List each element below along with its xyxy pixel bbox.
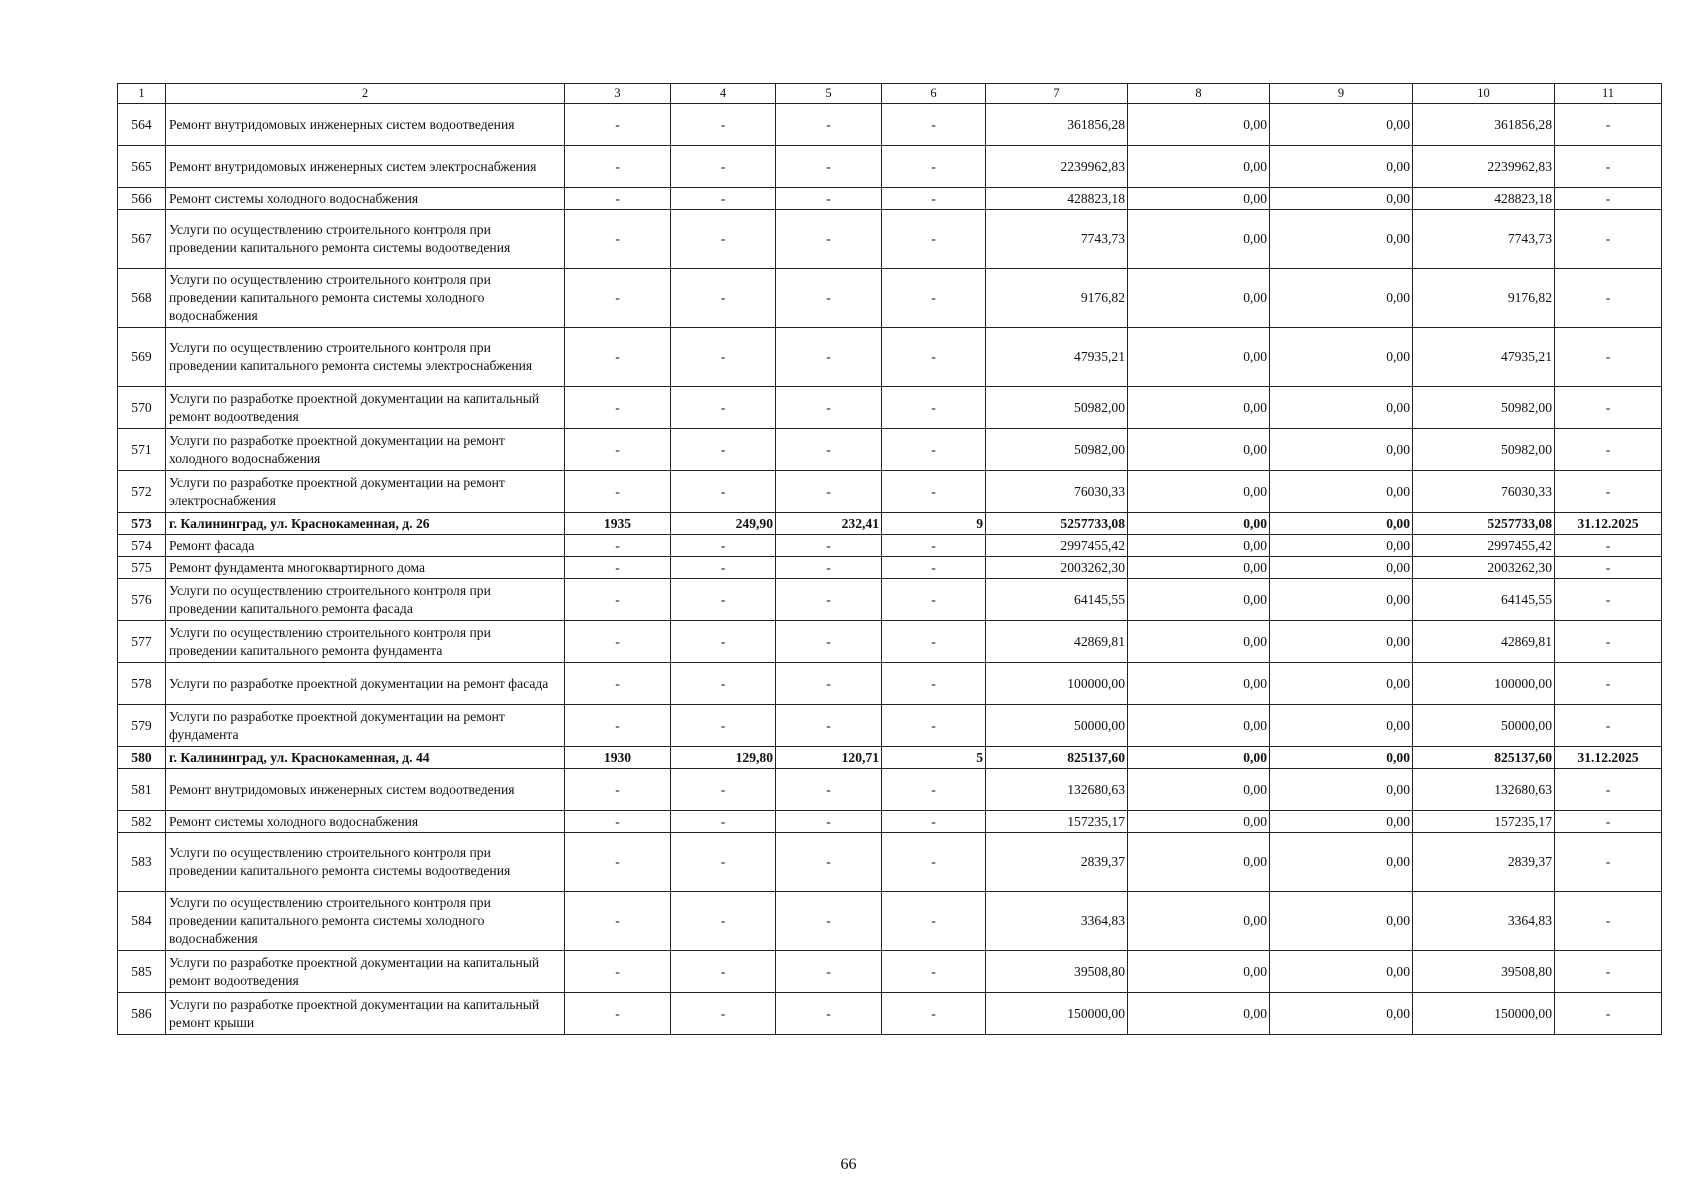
living-area-cell: - [776,769,882,811]
cost-cell-9: 0,00 [1270,705,1413,747]
year-cell: - [565,269,671,328]
count-cell: - [882,833,986,892]
total-cost-cell: 2997455,42 [986,535,1128,557]
living-area-cell: 232,41 [776,513,882,535]
living-area-cell: - [776,328,882,387]
row-number-cell: 569 [118,328,166,387]
total-area-cell: - [671,811,776,833]
work-name-cell: г. Калининград, ул. Краснокаменная, д. 44 [166,747,565,769]
count-cell: - [882,951,986,993]
count-cell: - [882,104,986,146]
cost-cell-10: 50982,00 [1413,429,1555,471]
column-header: 9 [1270,84,1413,104]
cost-cell-9: 0,00 [1270,535,1413,557]
row-number-cell: 568 [118,269,166,328]
total-cost-cell: 825137,60 [986,747,1128,769]
total-area-cell: 129,80 [671,747,776,769]
year-cell: - [565,951,671,993]
cost-cell-8: 0,00 [1128,471,1270,513]
cost-cell-10: 100000,00 [1413,663,1555,705]
cost-cell-8: 0,00 [1128,663,1270,705]
cost-cell-9: 0,00 [1270,269,1413,328]
total-cost-cell: 42869,81 [986,621,1128,663]
deadline-cell: - [1555,146,1662,188]
year-cell: - [565,188,671,210]
work-name-cell: Услуги по осуществлению строительного контроля при проведении капитального ремонта системы водоотведения [166,833,565,892]
table-row [118,951,1662,993]
count-cell: - [882,328,986,387]
cost-cell-10: 50000,00 [1413,705,1555,747]
total-area-cell: - [671,210,776,269]
work-name-cell: Услуги по осуществлению строительного контроля при проведении капитального ремонта фундамента [166,621,565,663]
count-cell: - [882,146,986,188]
table-row [118,429,1662,471]
total-cost-cell: 150000,00 [986,993,1128,1035]
table-row [118,993,1662,1035]
deadline-cell: - [1555,104,1662,146]
cost-cell-8: 0,00 [1128,833,1270,892]
cost-cell-8: 0,00 [1128,951,1270,993]
row-number-cell: 570 [118,387,166,429]
work-name-cell: Услуги по разработке проектной документации на ремонт фасада [166,663,565,705]
count-cell: - [882,210,986,269]
year-cell: - [565,579,671,621]
total-area-cell: - [671,471,776,513]
work-name-cell: Услуги по осуществлению строительного контроля при проведении капитального ремонта системы холодного водоснабжения [166,892,565,951]
living-area-cell: - [776,429,882,471]
cost-cell-9: 0,00 [1270,663,1413,705]
cost-cell-9: 0,00 [1270,621,1413,663]
year-cell: - [565,993,671,1035]
total-cost-cell: 5257733,08 [986,513,1128,535]
count-cell: - [882,892,986,951]
work-name-cell: Услуги по осуществлению строительного контроля при проведении капитального ремонта системы холодного водоснабжения [166,269,565,328]
column-number-row [118,84,1662,104]
year-cell: - [565,210,671,269]
deadline-cell: 31.12.2025 [1555,513,1662,535]
count-cell: - [882,769,986,811]
work-name-cell: Услуги по осуществлению строительного контроля при проведении капитального ремонта фасада [166,579,565,621]
work-name-cell: Ремонт внутридомовых инженерных систем водоотведения [166,769,565,811]
cost-cell-10: 2839,37 [1413,833,1555,892]
deadline-cell: - [1555,951,1662,993]
total-cost-cell: 76030,33 [986,471,1128,513]
year-cell: - [565,557,671,579]
row-number-cell: 586 [118,993,166,1035]
cost-cell-9: 0,00 [1270,387,1413,429]
year-cell: 1930 [565,747,671,769]
total-area-cell: - [671,557,776,579]
table-row [118,146,1662,188]
cost-cell-9: 0,00 [1270,747,1413,769]
total-area-cell: - [671,705,776,747]
year-cell: - [565,833,671,892]
budget-table [117,83,1662,1035]
count-cell: - [882,269,986,328]
living-area-cell: - [776,188,882,210]
living-area-cell: - [776,993,882,1035]
cost-cell-9: 0,00 [1270,328,1413,387]
total-cost-cell: 428823,18 [986,188,1128,210]
cost-cell-10: 825137,60 [1413,747,1555,769]
year-cell: - [565,663,671,705]
total-cost-cell: 7743,73 [986,210,1128,269]
living-area-cell: - [776,387,882,429]
cost-cell-8: 0,00 [1128,104,1270,146]
column-header: 10 [1413,84,1555,104]
total-area-cell: - [671,663,776,705]
cost-cell-8: 0,00 [1128,892,1270,951]
cost-cell-8: 0,00 [1128,747,1270,769]
cost-cell-10: 150000,00 [1413,993,1555,1035]
cost-cell-9: 0,00 [1270,579,1413,621]
total-area-cell: - [671,188,776,210]
cost-cell-10: 7743,73 [1413,210,1555,269]
count-cell: 9 [882,513,986,535]
work-name-cell: Услуги по разработке проектной документации на капитальный ремонт водоотведения [166,387,565,429]
deadline-cell: 31.12.2025 [1555,747,1662,769]
living-area-cell: - [776,951,882,993]
work-name-cell: Ремонт системы холодного водоснабжения [166,811,565,833]
year-cell: - [565,429,671,471]
cost-cell-8: 0,00 [1128,146,1270,188]
living-area-cell: - [776,811,882,833]
cost-cell-10: 64145,55 [1413,579,1555,621]
cost-cell-10: 2239962,83 [1413,146,1555,188]
table-row [118,705,1662,747]
cost-cell-9: 0,00 [1270,104,1413,146]
total-cost-cell: 2839,37 [986,833,1128,892]
deadline-cell: - [1555,535,1662,557]
total-cost-cell: 157235,17 [986,811,1128,833]
cost-cell-9: 0,00 [1270,811,1413,833]
total-cost-cell: 2239962,83 [986,146,1128,188]
total-area-cell: - [671,146,776,188]
year-cell: - [565,621,671,663]
total-area-cell: - [671,535,776,557]
total-area-cell: - [671,429,776,471]
table-row [118,269,1662,328]
deadline-cell: - [1555,621,1662,663]
row-number-cell: 583 [118,833,166,892]
total-cost-cell: 3364,83 [986,892,1128,951]
work-name-cell: Ремонт фундамента многоквартирного дома [166,557,565,579]
deadline-cell: - [1555,269,1662,328]
deadline-cell: - [1555,579,1662,621]
cost-cell-8: 0,00 [1128,557,1270,579]
total-area-cell: - [671,892,776,951]
living-area-cell: - [776,621,882,663]
deadline-cell: - [1555,663,1662,705]
living-area-cell: - [776,557,882,579]
year-cell: - [565,104,671,146]
row-number-cell: 574 [118,535,166,557]
year-cell: - [565,387,671,429]
total-area-cell: - [671,579,776,621]
total-cost-cell: 50982,00 [986,387,1128,429]
row-number-cell: 578 [118,663,166,705]
year-cell: - [565,471,671,513]
cost-cell-9: 0,00 [1270,513,1413,535]
cost-cell-9: 0,00 [1270,833,1413,892]
cost-cell-10: 157235,17 [1413,811,1555,833]
deadline-cell: - [1555,833,1662,892]
year-cell: - [565,811,671,833]
document-sheet [117,83,1662,1035]
table-row [118,769,1662,811]
row-number-cell: 565 [118,146,166,188]
table-row [118,892,1662,951]
cost-cell-8: 0,00 [1128,210,1270,269]
cost-cell-9: 0,00 [1270,557,1413,579]
cost-cell-10: 47935,21 [1413,328,1555,387]
cost-cell-10: 2003262,30 [1413,557,1555,579]
living-area-cell: - [776,579,882,621]
count-cell: - [882,993,986,1035]
total-area-cell: - [671,769,776,811]
cost-cell-10: 9176,82 [1413,269,1555,328]
row-number-cell: 573 [118,513,166,535]
cost-cell-9: 0,00 [1270,471,1413,513]
cost-cell-10: 5257733,08 [1413,513,1555,535]
column-header: 5 [776,84,882,104]
row-number-cell: 575 [118,557,166,579]
total-area-cell: - [671,951,776,993]
column-header: 2 [166,84,565,104]
address-row [118,513,1662,535]
column-header: 8 [1128,84,1270,104]
work-name-cell: Ремонт внутридомовых инженерных систем электроснабжения [166,146,565,188]
deadline-cell: - [1555,769,1662,811]
cost-cell-9: 0,00 [1270,146,1413,188]
total-cost-cell: 9176,82 [986,269,1128,328]
living-area-cell: - [776,663,882,705]
column-header: 4 [671,84,776,104]
cost-cell-10: 42869,81 [1413,621,1555,663]
count-cell: - [882,535,986,557]
work-name-cell: Ремонт системы холодного водоснабжения [166,188,565,210]
deadline-cell: - [1555,328,1662,387]
column-header: 7 [986,84,1128,104]
table-body [118,84,1662,1035]
row-number-cell: 576 [118,579,166,621]
cost-cell-8: 0,00 [1128,811,1270,833]
cost-cell-8: 0,00 [1128,387,1270,429]
year-cell: 1935 [565,513,671,535]
cost-cell-9: 0,00 [1270,993,1413,1035]
count-cell: 5 [882,747,986,769]
cost-cell-10: 39508,80 [1413,951,1555,993]
year-cell: - [565,892,671,951]
total-area-cell: - [671,833,776,892]
cost-cell-9: 0,00 [1270,429,1413,471]
cost-cell-10: 50982,00 [1413,387,1555,429]
row-number-cell: 571 [118,429,166,471]
cost-cell-8: 0,00 [1128,579,1270,621]
cost-cell-8: 0,00 [1128,188,1270,210]
living-area-cell: - [776,471,882,513]
living-area-cell: - [776,269,882,328]
total-cost-cell: 50000,00 [986,705,1128,747]
deadline-cell: - [1555,387,1662,429]
deadline-cell: - [1555,892,1662,951]
deadline-cell: - [1555,557,1662,579]
total-area-cell: - [671,104,776,146]
table-row [118,471,1662,513]
year-cell: - [565,769,671,811]
total-area-cell: - [671,387,776,429]
row-number-cell: 581 [118,769,166,811]
work-name-cell: г. Калининград, ул. Краснокаменная, д. 26 [166,513,565,535]
address-row [118,747,1662,769]
row-number-cell: 567 [118,210,166,269]
cost-cell-10: 361856,28 [1413,104,1555,146]
year-cell: - [565,535,671,557]
cost-cell-9: 0,00 [1270,188,1413,210]
row-number-cell: 577 [118,621,166,663]
total-cost-cell: 132680,63 [986,769,1128,811]
count-cell: - [882,621,986,663]
count-cell: - [882,811,986,833]
cost-cell-9: 0,00 [1270,892,1413,951]
total-area-cell: - [671,269,776,328]
page-number: 66 [840,1156,857,1173]
total-area-cell: - [671,993,776,1035]
cost-cell-10: 2997455,42 [1413,535,1555,557]
deadline-cell: - [1555,471,1662,513]
table-row [118,535,1662,557]
cost-cell-9: 0,00 [1270,769,1413,811]
table-row [118,328,1662,387]
total-cost-cell: 100000,00 [986,663,1128,705]
cost-cell-8: 0,00 [1128,328,1270,387]
row-number-cell: 584 [118,892,166,951]
table-row [118,210,1662,269]
work-name-cell: Услуги по осуществлению строительного контроля при проведении капитального ремонта системы водоотведения [166,210,565,269]
total-area-cell: - [671,328,776,387]
work-name-cell: Услуги по осуществлению строительного контроля при проведении капитального ремонта системы электроснабжения [166,328,565,387]
column-header: 6 [882,84,986,104]
count-cell: - [882,429,986,471]
living-area-cell: - [776,146,882,188]
deadline-cell: - [1555,429,1662,471]
work-name-cell: Услуги по разработке проектной документации на ремонт фундамента [166,705,565,747]
cost-cell-9: 0,00 [1270,210,1413,269]
count-cell: - [882,188,986,210]
row-number-cell: 564 [118,104,166,146]
cost-cell-8: 0,00 [1128,513,1270,535]
cost-cell-8: 0,00 [1128,621,1270,663]
table-row [118,833,1662,892]
living-area-cell: 120,71 [776,747,882,769]
year-cell: - [565,328,671,387]
row-number-cell: 585 [118,951,166,993]
year-cell: - [565,146,671,188]
table-row [118,621,1662,663]
table-row [118,579,1662,621]
total-area-cell: 249,90 [671,513,776,535]
year-cell: - [565,705,671,747]
work-name-cell: Ремонт внутридомовых инженерных систем водоотведения [166,104,565,146]
count-cell: - [882,387,986,429]
total-cost-cell: 2003262,30 [986,557,1128,579]
living-area-cell: - [776,833,882,892]
living-area-cell: - [776,210,882,269]
cost-cell-8: 0,00 [1128,535,1270,557]
living-area-cell: - [776,535,882,557]
row-number-cell: 579 [118,705,166,747]
cost-cell-8: 0,00 [1128,993,1270,1035]
cost-cell-10: 3364,83 [1413,892,1555,951]
living-area-cell: - [776,892,882,951]
count-cell: - [882,471,986,513]
living-area-cell: - [776,705,882,747]
column-header: 3 [565,84,671,104]
table-row [118,663,1662,705]
cost-cell-10: 76030,33 [1413,471,1555,513]
cost-cell-8: 0,00 [1128,769,1270,811]
deadline-cell: - [1555,188,1662,210]
count-cell: - [882,705,986,747]
column-header: 11 [1555,84,1662,104]
cost-cell-8: 0,00 [1128,269,1270,328]
table-row [118,104,1662,146]
row-number-cell: 566 [118,188,166,210]
deadline-cell: - [1555,705,1662,747]
work-name-cell: Услуги по разработке проектной документации на ремонт электроснабжения [166,471,565,513]
living-area-cell: - [776,104,882,146]
cost-cell-9: 0,00 [1270,951,1413,993]
cost-cell-10: 428823,18 [1413,188,1555,210]
work-name-cell: Услуги по разработке проектной документации на ремонт холодного водоснабжения [166,429,565,471]
count-cell: - [882,557,986,579]
total-cost-cell: 47935,21 [986,328,1128,387]
work-name-cell: Услуги по разработке проектной документации на капитальный ремонт водоотведения [166,951,565,993]
total-area-cell: - [671,621,776,663]
total-cost-cell: 361856,28 [986,104,1128,146]
total-cost-cell: 64145,55 [986,579,1128,621]
row-number-cell: 582 [118,811,166,833]
column-header: 1 [118,84,166,104]
row-number-cell: 580 [118,747,166,769]
table-row [118,811,1662,833]
row-number-cell: 572 [118,471,166,513]
deadline-cell: - [1555,811,1662,833]
count-cell: - [882,663,986,705]
cost-cell-10: 132680,63 [1413,769,1555,811]
table-row [118,188,1662,210]
deadline-cell: - [1555,210,1662,269]
work-name-cell: Ремонт фасада [166,535,565,557]
table-row [118,387,1662,429]
total-cost-cell: 50982,00 [986,429,1128,471]
count-cell: - [882,579,986,621]
total-cost-cell: 39508,80 [986,951,1128,993]
cost-cell-8: 0,00 [1128,705,1270,747]
table-row [118,557,1662,579]
deadline-cell: - [1555,993,1662,1035]
work-name-cell: Услуги по разработке проектной документации на капитальный ремонт крыши [166,993,565,1035]
cost-cell-8: 0,00 [1128,429,1270,471]
